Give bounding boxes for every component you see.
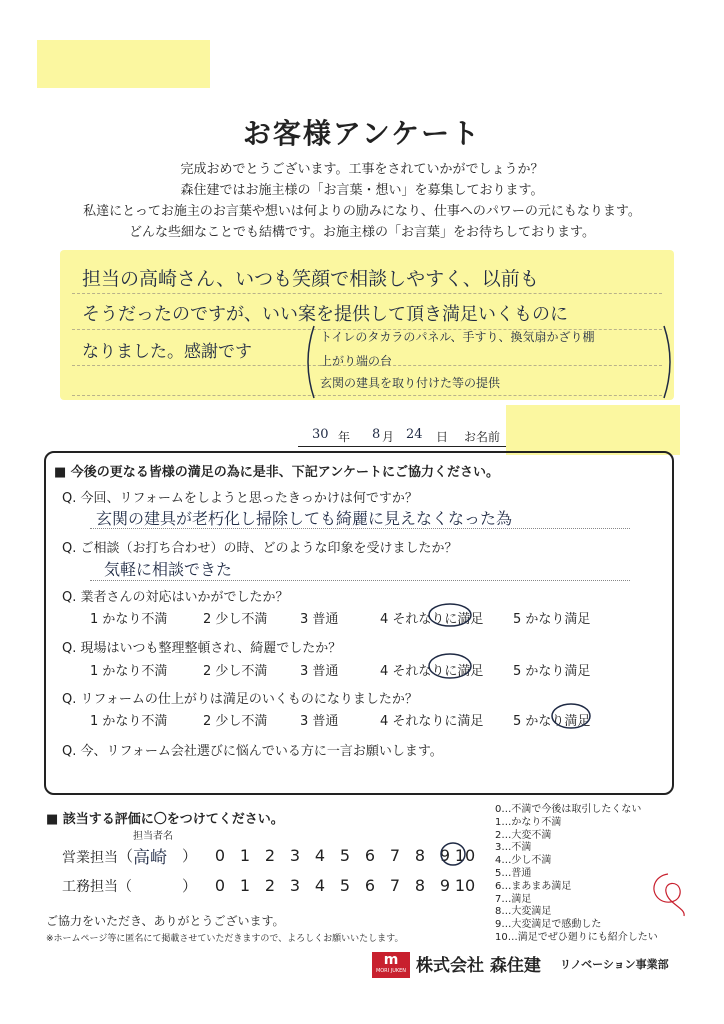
sales-digit-9[interactable]: 9: [439, 846, 451, 865]
company-name: 株式会社 森住建: [416, 956, 541, 976]
q4-selection-circle: [425, 651, 475, 681]
intro-line-4: どんな些細なことでも結構です。お施主様の「お言葉」をお待ちしております。: [129, 225, 595, 240]
answer-1[interactable]: 玄関の建具が老朽化し掃除しても綺麗に見えなくなった為: [96, 509, 513, 528]
q4-option-5[interactable]: 5 かなり満足: [513, 664, 591, 679]
works-digit-8[interactable]: 8: [414, 876, 426, 895]
q3-option-3[interactable]: 3 普通: [300, 612, 339, 627]
legend-item: 7…満足: [495, 893, 532, 905]
q4-option-3[interactable]: 3 普通: [300, 664, 339, 679]
works-digit-6[interactable]: 6: [364, 876, 376, 895]
sales-digit-1[interactable]: 1: [239, 846, 251, 865]
legend-item: 4…少し不満: [495, 855, 552, 867]
comment-line-1: 担当の高崎さん、いつも笑顔で相談しやすく、以前も: [82, 268, 539, 290]
question-2: Q. ご相談（お打ち合わせ）の時、どのような印象を受けましたか？: [62, 541, 458, 556]
comment-note-2: 上がり端の台: [320, 354, 393, 368]
comment-line-3: なりました。感謝です: [82, 342, 252, 362]
q5-option-1[interactable]: 1 かなり不満: [90, 714, 168, 729]
name-label: お名前: [464, 430, 501, 444]
q5-option-2[interactable]: 2 少し不満: [203, 714, 268, 729]
thanks-text: ご協力をいただき、ありがとうございます。: [46, 914, 285, 928]
sales-digit-10[interactable]: 10: [454, 846, 476, 865]
sales-open: （: [118, 847, 134, 865]
handwritten-mark: [646, 868, 692, 920]
works-digit-2[interactable]: 2: [264, 876, 276, 895]
comment-note-1: トイレのタカラのパネル、手すり、換気扇かざり棚: [320, 330, 595, 344]
sales-digit-0[interactable]: 0: [214, 846, 226, 865]
q3-option-1[interactable]: 1 かなり不満: [90, 612, 168, 627]
legend-item: 3…不満: [495, 842, 532, 854]
sales-label: 営業担当: [62, 850, 118, 866]
company-division: リノベーション事業部: [560, 958, 669, 971]
day-value: 24: [406, 427, 423, 442]
q4-option-4[interactable]: 4 それなりに満足: [380, 664, 484, 679]
q5-option-5[interactable]: 5 かなり満足: [513, 714, 591, 729]
question-6: Q. 今、リフォーム会社選びに悩んでいる方に一言お願いします。: [62, 744, 443, 759]
q5-option-4[interactable]: 4 それなりに満足: [380, 714, 484, 729]
year-label: 年: [338, 430, 351, 444]
sales-digit-6[interactable]: 6: [364, 846, 376, 865]
footer-note: ※ホームページ等に匿名にて掲載させていただきますので、よろしくお願いいたします。: [46, 934, 404, 944]
legend-item: 2…大変不満: [495, 829, 552, 841]
works-digit-3[interactable]: 3: [289, 876, 301, 895]
sticky-note-top: [37, 40, 210, 88]
comment-note-3: 玄関の建具を取り付けた等の提供: [320, 376, 501, 390]
legend-item: 8…大変満足: [495, 906, 552, 918]
sales-selection-circle: [438, 840, 468, 868]
answer-line: [90, 528, 630, 529]
q3-selection-circle: [425, 601, 475, 629]
works-digit-9[interactable]: 9: [439, 876, 451, 895]
legend-item: 0…不満で今後は取引したくない: [495, 804, 642, 815]
answer-line: [90, 580, 630, 581]
sales-name[interactable]: 高崎: [133, 848, 167, 868]
rating-heading: ■ 該当する評価に〇をつけてください。: [46, 812, 284, 827]
question-3: Q. 業者さんの対応はいかがでしたか？: [62, 590, 289, 605]
works-digit-0[interactable]: 0: [214, 876, 226, 895]
sales-close: ）: [182, 847, 198, 865]
question-4: Q. 現場はいつも整理整頓され、綺麗でしたか？: [62, 641, 342, 656]
sales-digit-3[interactable]: 3: [289, 846, 301, 865]
logo-text: MORI JUKEN: [375, 968, 407, 974]
works-digit-10[interactable]: 10: [454, 876, 476, 895]
works-close: ）: [182, 877, 198, 895]
company-logo: m MORI JUKEN: [372, 952, 410, 978]
answer-2[interactable]: 気軽に相談できた: [104, 560, 233, 579]
comment-line-2: そうだったのですが、いい案を提供して頂き満足いくものに: [82, 304, 568, 325]
q5-selection-circle: [548, 701, 594, 731]
legend-item: 5…普通: [495, 868, 532, 879]
day-label: 日: [436, 430, 449, 444]
sales-digit-8[interactable]: 8: [414, 846, 426, 865]
staff-label: 担当者名: [133, 831, 173, 842]
month-value: 8: [372, 427, 381, 442]
q3-option-4[interactable]: 4 それなりに満足: [380, 612, 484, 627]
sticky-note-name: [506, 405, 680, 455]
month-label: 月: [382, 430, 395, 444]
question-5: Q. リフォームの仕上がりは満足のいくものになりましたか？: [62, 692, 418, 707]
sales-digit-2[interactable]: 2: [264, 846, 276, 865]
year-value: 30: [312, 427, 329, 442]
sales-digit-7[interactable]: 7: [389, 846, 401, 865]
works-label: 工務担当（: [62, 879, 132, 895]
q5-option-3[interactable]: 3 普通: [300, 714, 339, 729]
q4-option-1[interactable]: 1 かなり不満: [90, 664, 168, 679]
q4-option-2[interactable]: 2 少し不満: [203, 664, 268, 679]
intro-line-2: 森住建ではお施主様の「お言葉・想い」を募集しております。: [180, 183, 544, 198]
works-digit-4[interactable]: 4: [314, 876, 326, 895]
works-digit-7[interactable]: 7: [389, 876, 401, 895]
intro-line-1: 完成おめでとうございます。工事をされていかがでしょうか？: [180, 162, 544, 177]
question-1: Q. 今回、リフォームをしようと思ったきっかけは何ですか？: [62, 491, 418, 506]
ruled-line: [72, 293, 662, 294]
q3-option-5[interactable]: 5 かなり満足: [513, 612, 591, 627]
sales-digit-5[interactable]: 5: [339, 846, 351, 865]
works-digit-1[interactable]: 1: [239, 876, 251, 895]
legend-item: 9…大変満足で感動した: [495, 919, 602, 931]
legend-item: 6…まあまあ満足: [495, 880, 572, 892]
sales-digit-4[interactable]: 4: [314, 846, 326, 865]
intro-line-3: 私達にとってお施主のお言葉や想いは何よりの励みになり、仕事へのパワーの元にもなります。: [83, 204, 641, 219]
page-title: お客様アンケート: [242, 117, 482, 150]
date-row: [298, 426, 512, 447]
survey-heading: ■ 今後の更なる皆様の満足の為に是非、下記アンケートにご協力ください。: [54, 465, 500, 480]
legend-item: 10…満足でぜひ廻りにも紹介したい: [495, 932, 658, 943]
q3-option-2[interactable]: 2 少し不満: [203, 612, 268, 627]
legend-item: 1…かなり不満: [495, 816, 562, 828]
works-digit-5[interactable]: 5: [339, 876, 351, 895]
